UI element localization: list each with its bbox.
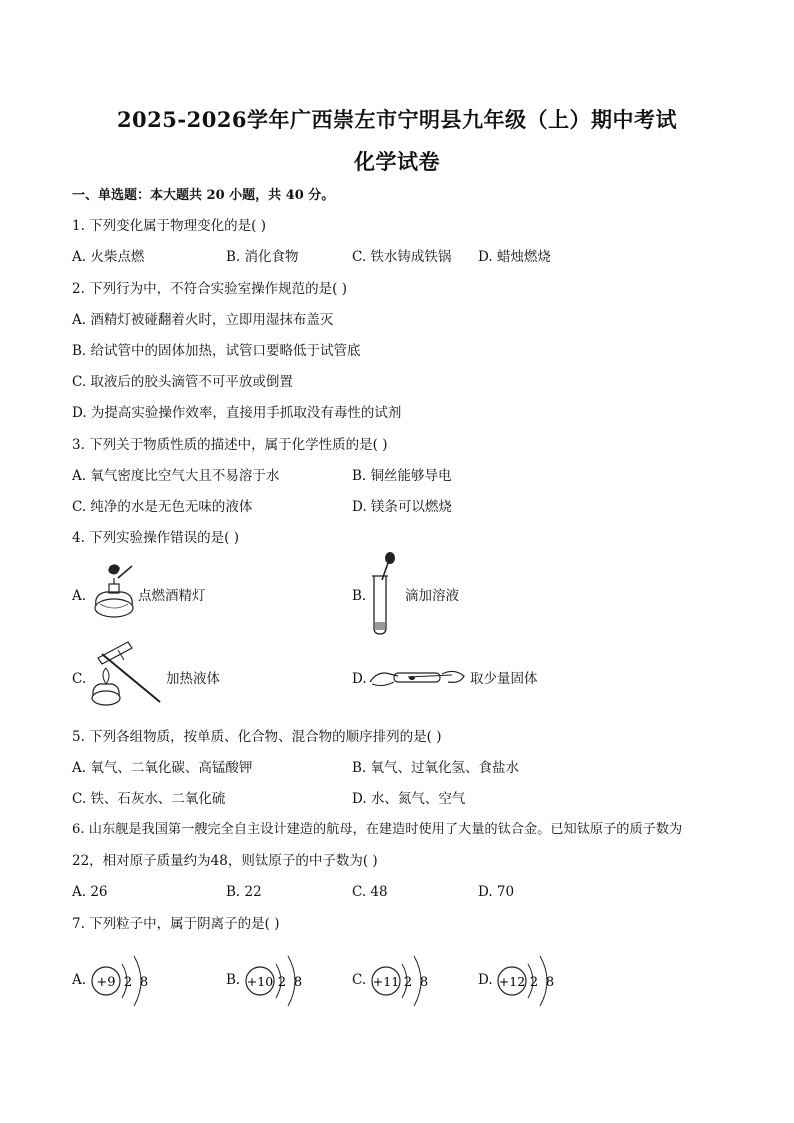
q1-option-b: B. 消化食物 — [226, 249, 299, 265]
q3-option-d: D. 镁条可以燃烧 — [352, 499, 452, 515]
alcohol-lamp-lighting-figure — [88, 562, 142, 622]
q2-option-c: C. 取液后的胶头滴管不可平放或倒置 — [72, 374, 293, 390]
svg-text:+9: +9 — [96, 975, 116, 990]
svg-text:8: 8 — [419, 975, 429, 990]
q6-option-c: C. 48 — [352, 884, 388, 900]
q4-option-c-label: 加热液体 — [166, 671, 220, 687]
q2-option-b: B. 给试管中的固体加热，试管口要略低于试管底 — [72, 343, 361, 359]
svg-text:8: 8 — [545, 975, 555, 990]
q5-stem: 5. 下列各组物质，按单质、化合物、混合物的顺序排列的是( ) — [72, 729, 442, 745]
q7-option-d-letter: D. — [478, 972, 493, 988]
svg-text:2: 2 — [123, 975, 133, 990]
q1-option-c: C. 铁水铸成铁锅 — [352, 249, 452, 265]
heating-liquid-figure — [88, 640, 164, 710]
svg-text:2: 2 — [277, 975, 287, 990]
svg-text:+11: +11 — [372, 974, 400, 989]
q7-option-a-letter: A. — [72, 972, 87, 988]
q2-stem: 2. 下列行为中，不符合实验室操作规范的是( ) — [72, 281, 347, 297]
svg-text:8: 8 — [293, 975, 303, 990]
q6-option-a: A. 26 — [72, 884, 108, 900]
svg-text:8: 8 — [139, 975, 149, 990]
q1-option-a: A. 火柴点燃 — [72, 249, 145, 265]
q6-option-d: D. 70 — [478, 884, 515, 900]
q4-option-c-letter: C. — [72, 671, 87, 687]
q6-stem-line1: 6. 山东舰是我国第一艘完全自主设计建造的航母，在建造时使用了大量的钛合金。已知钛原子的质子数为 — [72, 822, 683, 837]
q3-option-b: B. 铜丝能够导电 — [352, 468, 452, 484]
q7-stem: 7. 下列粒子中，属于阴离子的是( ) — [72, 916, 280, 932]
q4-option-b-label: 滴加溶液 — [405, 588, 459, 604]
q2-option-a: A. 酒精灯被碰翻着火时，立即用湿抹布盖灭 — [72, 312, 334, 328]
q2-option-d: D. 为提高实验操作效率，直接用手抓取没有毒性的试剂 — [72, 405, 402, 421]
q3-stem: 3. 下列关于物质性质的描述中，属于化学性质的是( ) — [72, 437, 388, 453]
q7-option-b-letter: B. — [226, 972, 241, 988]
taking-solid-figure — [368, 662, 468, 692]
svg-text:+10: +10 — [246, 974, 274, 989]
atom-structure-diagram-b — [242, 950, 314, 1012]
svg-text:+12: +12 — [498, 974, 526, 989]
atom-structure-diagram-a — [88, 950, 160, 1012]
q3-option-a: A. 氧气密度比空气大且不易溶于水 — [72, 468, 280, 484]
q5-option-b: B. 氧气、过氧化氢、食盐水 — [352, 760, 520, 776]
svg-text:2: 2 — [529, 975, 539, 990]
q5-option-a: A. 氧气、二氧化碳、高锰酸钾 — [72, 760, 253, 776]
exam-title: 2025-2026学年广西崇左市宁明县九年级（上）期中考试 — [116, 107, 678, 132]
q4-option-a-label: 点燃酒精灯 — [138, 588, 206, 604]
q6-stem-line2: 22，相对原子质量约为48，则钛原子的中子数为( ) — [72, 853, 378, 869]
q3-option-c: C. 纯净的水是无色无味的液体 — [72, 499, 253, 515]
q7-option-c-letter: C. — [352, 972, 367, 988]
q4-option-b-letter: B. — [352, 588, 367, 604]
q4-option-a-letter: A. — [72, 588, 87, 604]
q5-option-d: D. 水、氮气、空气 — [352, 791, 466, 807]
q4-option-d-label: 取少量固体 — [470, 671, 538, 687]
svg-text:2: 2 — [403, 975, 413, 990]
q4-stem: 4. 下列实验操作错误的是( ) — [72, 530, 239, 546]
dropper-test-tube-figure — [366, 550, 402, 638]
q5-option-c: C. 铁、石灰水、二氧化硫 — [72, 791, 226, 807]
section-heading: 一、单选题：本大题共 20 小题，共 40 分。 — [72, 188, 335, 203]
q6-option-b: B. 22 — [226, 884, 262, 900]
q1-stem: 1. 下列变化属于物理变化的是( ) — [72, 218, 266, 234]
atom-structure-diagram-d — [494, 950, 566, 1012]
exam-subtitle: 化学试卷 — [354, 149, 440, 174]
q1-option-d: D. 蜡烛燃烧 — [478, 249, 551, 265]
q4-option-d-letter: D. — [352, 671, 367, 687]
atom-structure-diagram-c — [368, 950, 440, 1012]
